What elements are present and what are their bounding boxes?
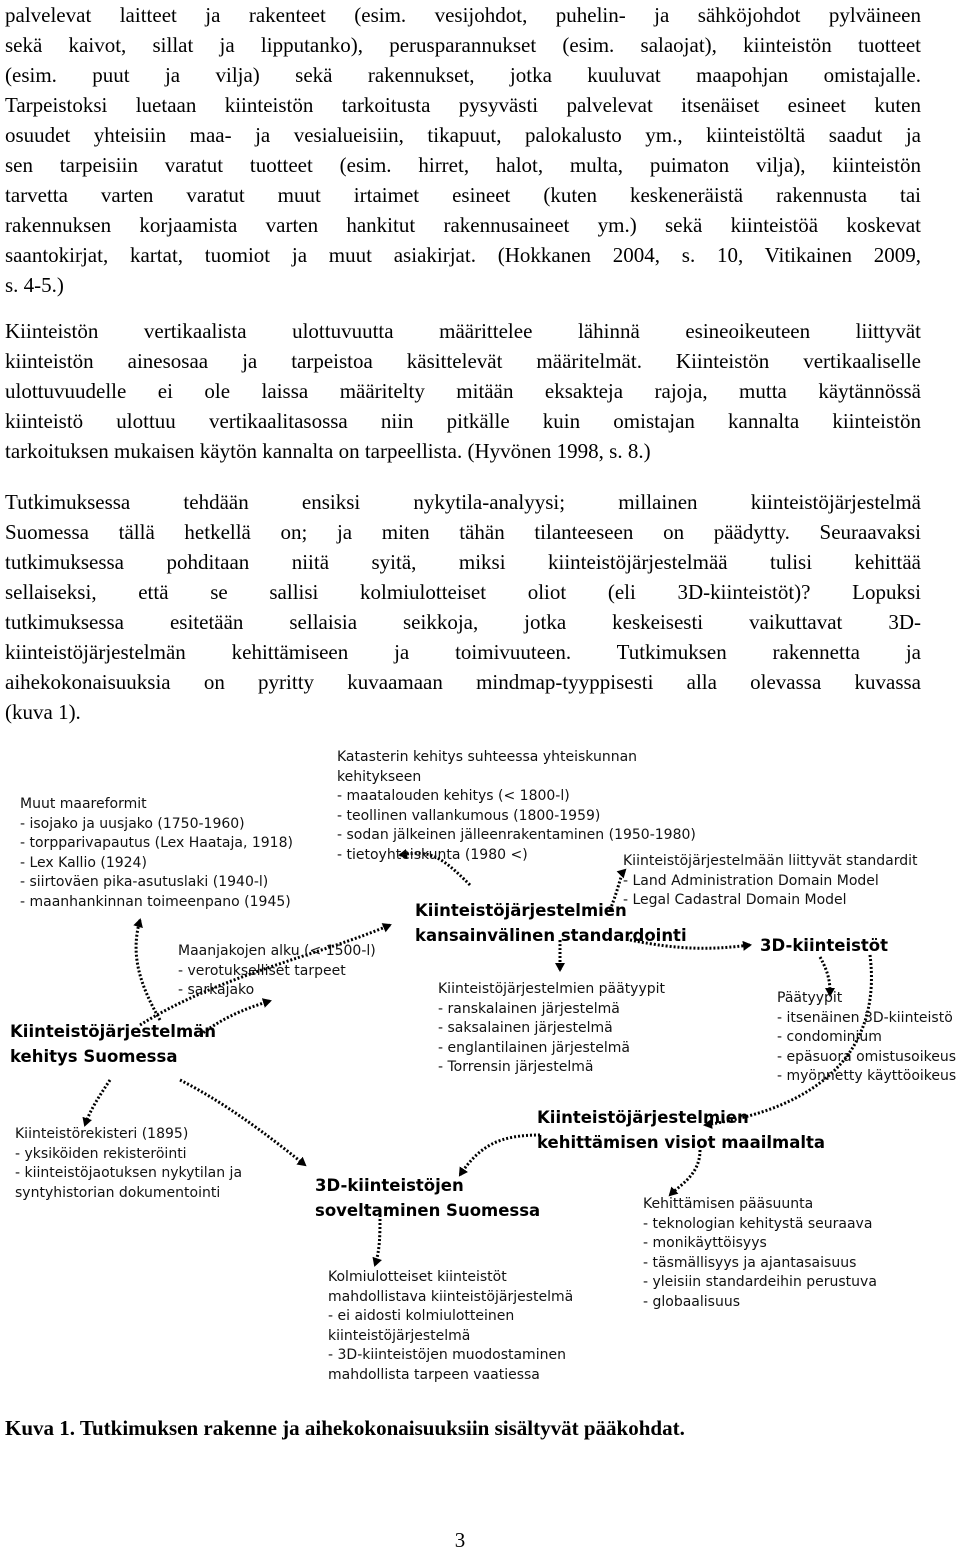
node-line: Maanjakojen alku (< 1500-l) [178, 943, 376, 959]
arrow-to-muut-maareformit [136, 920, 160, 1020]
hub-line: kansainvälinen standardointi [415, 926, 687, 945]
paragraph-3 [5, 487, 921, 727]
hub-line: Kiinteistöjärjestelmien [537, 1108, 749, 1127]
node-line: - myönnetty käyttöoikeus [777, 1068, 957, 1084]
node-rekisteri [15, 1125, 242, 1203]
node-line: - ranskalainen järjestelmä [438, 1000, 620, 1017]
node-line: Kehittämisen pääsuunta [643, 1196, 814, 1212]
paragraph-1 [5, 0, 921, 300]
node-line: Katasterin kehitys suhteessa yhteiskunnan [337, 749, 638, 765]
node-line: Muut maareformit [20, 796, 147, 812]
node-paatyypit-jarjestelmat [438, 980, 665, 1078]
node-line: - ei aidosti kolmiulotteinen [328, 1308, 515, 1324]
node-line: - Land Administration Domain Model [623, 872, 879, 889]
node-katasteri [337, 748, 696, 865]
text-line: sen tarpeisiin varatut tuotteet (esim. hirret, halot, multa, puimaton vilja), kiinteistön [5, 153, 921, 177]
text-line: saantokirjat, kartat, tuomiot ja muut asiakirjat. (Hokkanen 2004, s. 10, Vitikainen 2009, [5, 243, 921, 267]
text-line: tarvetta varten varatut muut irtaimet esineet (kuten keskeneräistä rakennusta tai [5, 183, 921, 207]
node-line: - Legal Cadastral Domain Model [623, 892, 847, 908]
hub-line: Kiinteistöjärjestelmän [10, 1022, 217, 1041]
hub-kehitys-suomessa [10, 1019, 216, 1069]
hub-line: 3D-kiinteistöjen [315, 1176, 464, 1195]
text-line: kiinteistöjärjestelmän kehittämiseen ja toimivuuteen. Tutkimuksen rakennetta ja [5, 640, 921, 664]
hub-line: 3D-kiinteistöt [760, 936, 889, 955]
node-line: - tietoyhteiskunta (1980 <) [337, 846, 528, 863]
node-line: kiinteistöjärjestelmä [328, 1327, 471, 1344]
node-line: syntyhistorian dokumentointi [15, 1184, 221, 1201]
node-line: Kiinteistöjärjestelmien päätyypit [438, 981, 666, 997]
text-line: ulottuvuudelle ei ole laissa määritelty mitään eksakteja rajoja, mutta käytännössä [5, 379, 921, 403]
node-line: - siirtoväen pika-asutuslaki (1940-l) [20, 874, 269, 890]
node-line: - täsmällisyys ja ajantasaisuus [643, 1254, 857, 1271]
hub-line: soveltaminen Suomessa [315, 1201, 541, 1220]
figure-caption: Kuva 1. Tutkimuksen rakenne ja aihekokonaisuuksiin sisältyvät pääkohdat. [5, 1416, 685, 1440]
node-maanjako [178, 942, 376, 1001]
text-line: osuudet yhteisiin maa- ja vesialueisiin, tikapuut, palokalusto ym., kiinteistöltä saadut ja [5, 123, 921, 147]
node-line: - maanhankinnan toimeenpano (1945) [20, 893, 291, 910]
text-line: (esim. puut ja vilja) sekä rakennukset, jotka kuuluvat maapohjan omistajalle. [5, 63, 921, 87]
text-line: aihekokonaisuuksia on pyritty kuvaamaan mindmap-tyyppisesti alla olevassa kuvassa [5, 670, 921, 694]
text-line: rakennuksen korjaamista varten hankitut rakennusaineet ym.) sekä kiinteistöä koskevat [5, 213, 921, 237]
node-line: Kiinteistörekisteri (1895) [15, 1126, 189, 1142]
text-line: tarkoituksen mukaisen käytön kannalta on tarpeellista. (Hyvönen 1998, s. 8.) [5, 439, 651, 463]
node-line: - globaalisuus [643, 1293, 741, 1310]
node-line: - Lex Kallio (1924) [20, 854, 147, 871]
text-line: (kuva 1). [5, 700, 81, 724]
node-line: - verotukselliset tarpeet [178, 962, 346, 979]
node-line: Kiinteistöjärjestelmään liittyvät standardit [623, 853, 918, 869]
text-line: Tutkimuksessa tehdään ensiksi nykytila-analyysi; millainen kiinteistöjärjestelmä [5, 490, 921, 514]
node-muut-maareformit [20, 795, 293, 912]
node-line: - maatalouden kehitys (< 1800-l) [337, 788, 570, 804]
arrow-to-soveltaminen-from-visiot [460, 1135, 540, 1175]
node-line: - epäsuora omistusoikeus [777, 1048, 956, 1065]
text-line: Tarpeistoksi luetaan kiinteistön tarkoitusta pysyvästi palvelevat itsenäiset esineet kuten [5, 93, 921, 117]
arrow-to-rekisteri [85, 1080, 110, 1125]
paragraph-2 [5, 316, 921, 466]
node-line: - teollinen vallankumous (1800-1959) [337, 807, 601, 824]
node-line: - monikäyttöisyys [643, 1235, 767, 1251]
arrow-to-paasuunta [670, 1150, 700, 1195]
hub-kansainvalinen-standardointi [415, 898, 687, 948]
hub-visiot-maailmalta [537, 1105, 825, 1155]
node-line: - saksalainen järjestelmä [438, 1020, 613, 1036]
page-number: 3 [454, 1528, 466, 1552]
node-line: - teknologian kehitystä seuraava [643, 1215, 873, 1232]
node-line: - yksiköiden rekisteröinti [15, 1145, 187, 1162]
hub-line: Kiinteistöjärjestelmien [415, 901, 627, 920]
node-paasuunta [643, 1195, 877, 1312]
text-line: Suomessa tällä hetkellä on; ja miten tähän tilanteeseen on päädytty. Seuraavaksi [5, 520, 921, 544]
text-line: kiinteistö ulottuu vertikaalitasossa niin pitkälle kuin omistajan kannalta kiinteistön [5, 409, 921, 433]
text-line: sekä kaivot, sillat ja lipputanko), perusparannukset (esim. salaojat), kiinteistön tuotteet [5, 33, 921, 57]
node-line: - isojako ja uusjako (1750-1960) [20, 815, 245, 832]
node-line: - englantilainen järjestelmä [438, 1039, 630, 1056]
node-line: Päätyypit [777, 990, 843, 1006]
text-line: sellaiseksi, että se sallisi kolmiulotteiset oliot (eli 3D-kiinteistöt)? Lopuksi [5, 580, 921, 604]
node-line: Kolmiulotteiset kiinteistöt [328, 1269, 507, 1285]
node-line: - itsenäinen 3D-kiinteistö [777, 1009, 953, 1026]
text-line: tutkimuksessa esitetään sellaisia seikkoja, jotka keskeisesti vaikuttavat 3D- [5, 610, 921, 634]
node-paatyypit-3d [777, 989, 956, 1087]
hub-line: kehitys Suomessa [10, 1047, 178, 1066]
node-line: - Torrensin järjestelmä [438, 1059, 594, 1075]
text-line: Kiinteistön vertikaalista ulottuvuutta määrittelee lähinnä esineoikeuteen liittyvät [5, 319, 921, 343]
node-line: mahdollistava kiinteistöjärjestelmä [328, 1288, 574, 1305]
text-line: palvelevat laitteet ja rakenteet (esim. vesijohdot, puhelin- ja sähköjohdot pylväineen [5, 3, 921, 27]
text-line: s. 4-5.) [5, 273, 64, 297]
node-line: mahdollista tarpeen vaatiessa [328, 1366, 540, 1383]
node-line: - yleisiin standardeihin perustuva [643, 1274, 877, 1290]
hub-line: kehittämisen visiot maailmalta [537, 1133, 826, 1152]
text-line: kiinteistön ainesosaa ja tarpeistoa käsittelevät määritelmät. Kiinteistön vertikaaliselle [5, 349, 921, 373]
node-line: - sodan jälkeinen jälleenrakentaminen (1950-1980) [337, 827, 696, 843]
text-line: tutkimuksessa pohditaan niitä syitä, miksi kiinteistöjärjestelmää tulisi kehittää [5, 550, 921, 574]
node-line: - torpparivapautus (Lex Haataja, 1918) [20, 835, 293, 851]
node-line: - kiinteistöjaotuksen nykytilan ja [15, 1165, 243, 1181]
node-line: kehitykseen [337, 768, 422, 785]
hub-soveltaminen-suomessa [315, 1173, 540, 1223]
node-line: - 3D-kiinteistöjen muodostaminen [328, 1347, 566, 1363]
node-kolmiulotteiset [328, 1268, 573, 1385]
mindmap-figure [0, 735, 960, 1395]
node-line: - sarkajako [178, 982, 255, 998]
hub-3d-kiinteistot [760, 933, 888, 958]
node-line: - condominium [777, 1029, 882, 1045]
